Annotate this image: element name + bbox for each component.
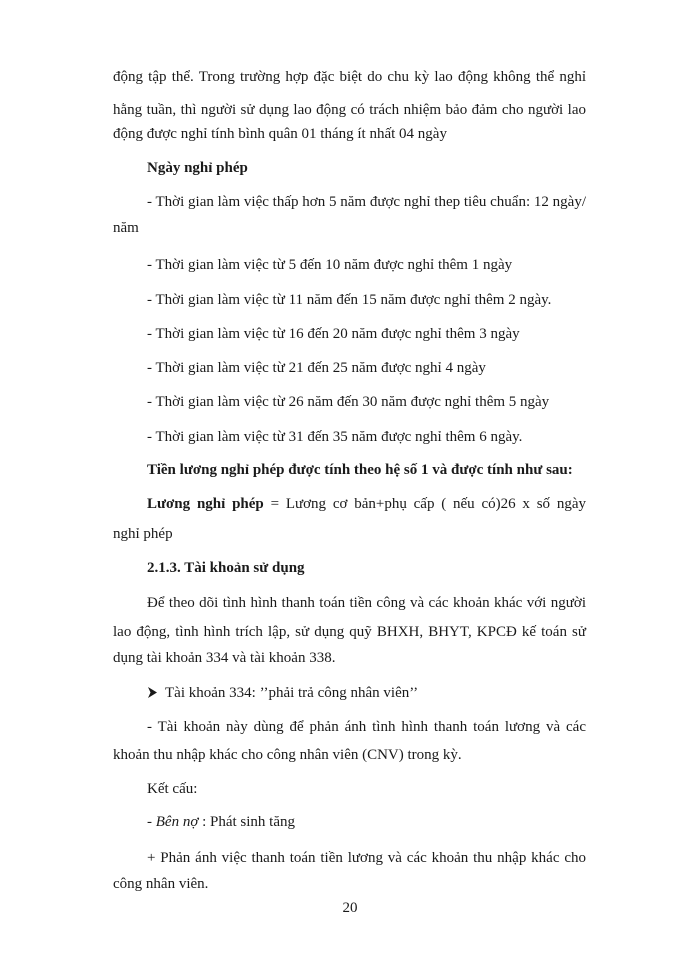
leave-item-6: - Thời gian làm việc từ 26 năm đến 30 năm được nghỉ thêm 5 ngày <box>147 394 550 410</box>
leave-item-7: - Thời gian làm việc từ 31 đến 35 năm được nghỉ thêm 6 ngày. <box>147 429 523 445</box>
leave-item-5: - Thời gian làm việc từ 21 đến 25 năm được nghỉ 4 ngày <box>147 360 486 376</box>
debit-line <box>147 812 620 832</box>
paragraph-1-line-3: động được nghỉ tính bình quân 01 tháng ít nhất 04 ngày <box>113 126 447 142</box>
leave-pay-heading: Tiền lương nghỉ phép được tính theo hệ số 1 và được tính như sau: <box>147 462 573 478</box>
leave-item-2: - Thời gian làm việc từ 5 đến 10 năm được nghỉ thêm 1 ngày <box>147 257 513 273</box>
paragraph-1-line-2: hằng tuần, thì người sử dụng lao động có trách nhiệm bảo đảm cho người lao <box>113 102 586 118</box>
plus-line-1: + Phản ánh việc thanh toán tiền lương và các khoản thu nhập khác cho <box>147 850 586 866</box>
debit-rest: : Phát sinh tăng <box>198 814 295 830</box>
section-para-line-1: Để theo dõi tình hình thanh toán tiền công và các khoản khác với người <box>147 595 586 611</box>
plus-line-2: công nhân viên. <box>113 876 209 892</box>
debit-prefix: - <box>147 814 156 830</box>
account-desc-line-2: khoản thu nhập khác cho công nhân viên (CNV) trong kỳ. <box>113 747 462 763</box>
account-334-bullet <box>147 683 620 703</box>
leave-item-3: - Thời gian làm việc từ 11 năm đến 15 năm được nghỉ thêm 2 ngày. <box>147 292 552 308</box>
structure-label: Kết cấu: <box>147 781 198 797</box>
leave-item-4: - Thời gian làm việc từ 16 đến 20 năm được nghỉ thêm 3 ngày <box>147 326 520 342</box>
page-number: 20 <box>342 900 358 916</box>
formula-label: Lương nghỉ phép <box>147 496 264 512</box>
section-heading: 2.1.3. Tài khoản sử dụng <box>147 560 305 576</box>
leave-pay-formula <box>147 494 586 514</box>
leave-days-heading: Ngày nghỉ phép <box>147 160 248 176</box>
account-desc-line-1: - Tài khoản này dùng để phản ánh tình hình thanh toán lương và các <box>147 719 586 735</box>
leave-item-1-line-1: - Thời gian làm việc thấp hơn 5 năm được nghỉ thep tiêu chuẩn: 12 ngày/ <box>147 194 586 210</box>
leave-pay-formula-line-2: nghỉ phép <box>113 526 173 542</box>
leave-item-1-line-2: năm <box>113 220 139 236</box>
debit-label: Bên nợ <box>155 814 199 830</box>
section-para-line-2: lao động, tình hình trích lập, sử dụng quỹ BHXH, BHYT, KPCĐ kế toán sử <box>113 624 586 640</box>
account-334-text: Tài khoản 334: ’’phải trả công nhân viên’’ <box>165 685 419 701</box>
paragraph-1-line-1: động tập thể. Trong trường hợp đặc biệt do chu kỳ lao động không thể nghỉ <box>113 69 586 85</box>
formula-rest: = Lương cơ bản+phụ cấp ( nếu có)26 x số ngày <box>263 496 586 512</box>
arrow-bullet-icon <box>147 687 157 698</box>
section-para-line-3: dụng tài khoản 334 và tài khoản 338. <box>113 650 336 666</box>
